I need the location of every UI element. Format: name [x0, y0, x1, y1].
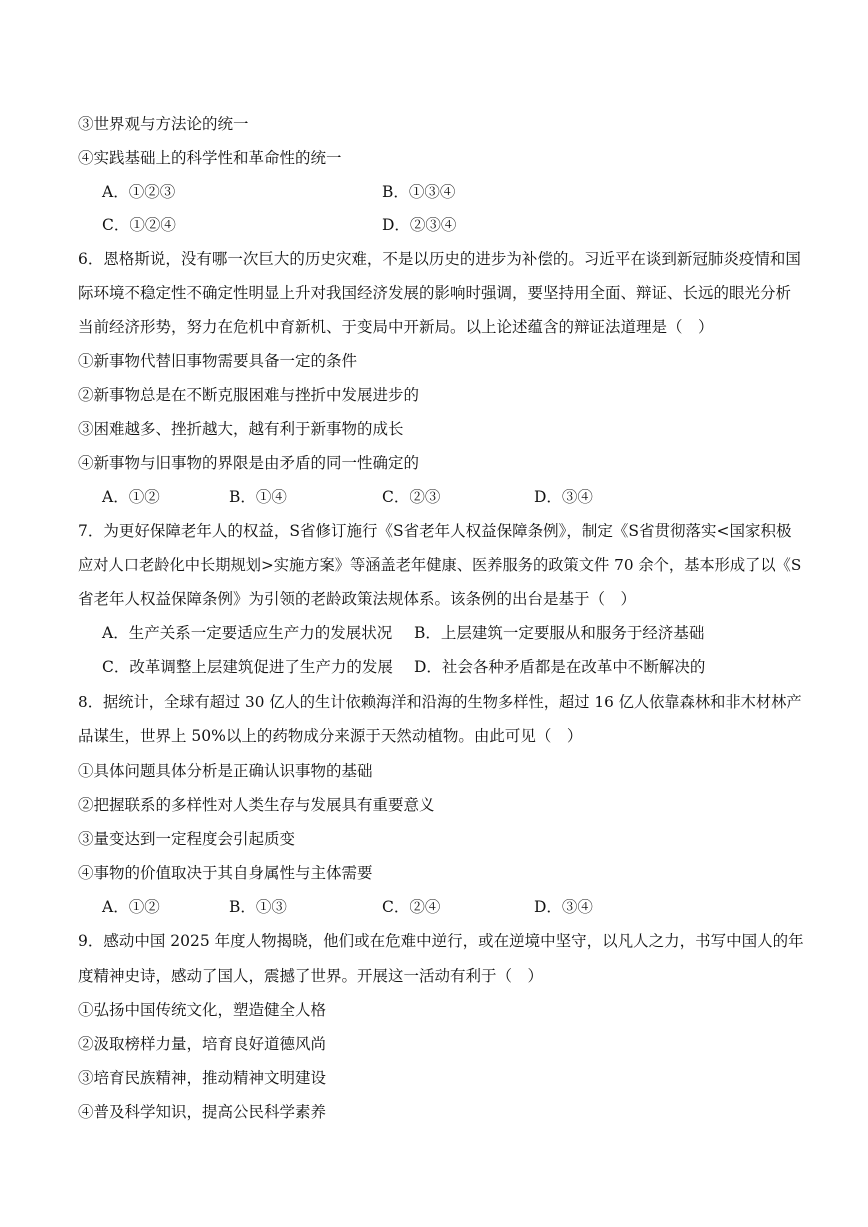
q5-option-b: B．①③④ [382, 183, 456, 201]
q8-option-a: A．①② [102, 898, 160, 916]
q9-stem-line-1: 9．感动中国 2025 年度人物揭晓，他们或在危难中逆行，或在逆境中坚守，以凡人之力，书写中国人的年 [78, 932, 804, 950]
q6-option-b: B．①④ [229, 488, 287, 506]
q5-statement-3: ③世界观与方法论的统一 [78, 115, 249, 133]
q6-option-d: D．③④ [534, 488, 593, 506]
q6-statement-2: ②新事物总是在不断克服困难与挫折中发展进步的 [78, 386, 420, 404]
q7-stem-line-2: 应对人口老龄化中长期规划>实施方案》等涵盖老年健康、医养服务的政策文件 70 余个，基本形成了以《S [78, 556, 802, 574]
q9-stem-line-2: 度精神史诗，感动了国人，震撼了世界。开展这一活动有利于（ ） [78, 967, 544, 985]
q8-stem-line-2: 品谋生，世界上 50%以上的药物成分来源于天然动植物。由此可见（ ） [78, 727, 583, 745]
q8-option-d: D．③④ [534, 898, 593, 916]
q5-option-a: A．①②③ [102, 183, 176, 201]
q7-option-b: B．上层建筑一定要服从和服务于经济基础 [414, 624, 705, 642]
q8-stem-line-1: 8．据统计，全球有超过 30 亿人的生计依赖海洋和沿海的生物多样性，超过 16 亿人依靠森林和非木材林产 [78, 693, 802, 711]
q5-option-d: D．②③④ [382, 216, 457, 234]
q8-options-row [102, 897, 808, 917]
q6-option-c: C．②③ [382, 488, 441, 506]
q8-statement-3: ③量变达到一定程度会引起质变 [78, 830, 296, 848]
q7-stem-line-1: 7．为更好保障老年人的权益，S省修订施行《S省老年人权益保障条例》，制定《S省贯彻落实<国家积极 [78, 522, 792, 540]
q7-option-c: C．改革调整上层建筑促进了生产力的发展 [102, 658, 393, 676]
q6-options-row [102, 487, 808, 507]
q6-option-a: A．①② [102, 488, 160, 506]
q8-option-c: C．②④ [382, 898, 441, 916]
q7-stem-line-3: 省老年人权益保障条例》为引领的老龄政策法规体系。该条例的出台是基于（ ） [78, 590, 637, 608]
q9-statement-1: ①弘扬中国传统文化，塑造健全人格 [78, 1001, 327, 1019]
q8-statement-2: ②把握联系的多样性对人类生存与发展具有重要意义 [78, 796, 435, 814]
q6-stem-line-2: 际环境不稳定性不确定性明显上升对我国经济发展的影响时强调，要坚持用全面、辩证、长远的眼光分析 [78, 284, 792, 302]
q5-statement-4: ④实践基础上的科学性和革命性的统一 [78, 149, 342, 167]
q7-option-d: D．社会各种矛盾都是在改革中不断解决的 [414, 658, 706, 676]
q6-stem-line-3: 当前经济形势，努力在危机中育新机、于变局中开新局。以上论述蕴含的辩证法道理是（ ） [78, 318, 714, 336]
q8-statement-4: ④事物的价值取决于其自身属性与主体需要 [78, 864, 373, 882]
q6-statement-1: ①新事物代替旧事物需要具备一定的条件 [78, 352, 358, 370]
q5-options-row-2 [102, 215, 808, 235]
q9-statement-4: ④普及科学知识，提高公民科学素养 [78, 1103, 327, 1121]
q5-options-row-1 [102, 182, 808, 202]
q8-option-b: B．①③ [229, 898, 287, 916]
q6-statement-3: ③困难越多、挫折越大，越有利于新事物的成长 [78, 420, 404, 438]
q7-options-row-1 [102, 623, 808, 643]
q9-statement-3: ③培育民族精神，推动精神文明建设 [78, 1069, 327, 1087]
q7-option-a: A．生产关系一定要适应生产力的发展状况 [102, 624, 393, 642]
q8-statement-1: ①具体问题具体分析是正确认识事物的基础 [78, 762, 373, 780]
q7-options-row-2 [102, 657, 808, 677]
q9-statement-2: ②汲取榜样力量，培育良好道德风尚 [78, 1035, 327, 1053]
q6-stem-line-1: 6．恩格斯说，没有哪一次巨大的历史灾难，不是以历史的进步为补偿的。习近平在谈到新冠肺炎疫情和国 [78, 250, 801, 268]
q5-option-c: C．①②④ [102, 216, 176, 234]
q6-statement-4: ④新事物与旧事物的界限是由矛盾的同一性确定的 [78, 454, 420, 472]
